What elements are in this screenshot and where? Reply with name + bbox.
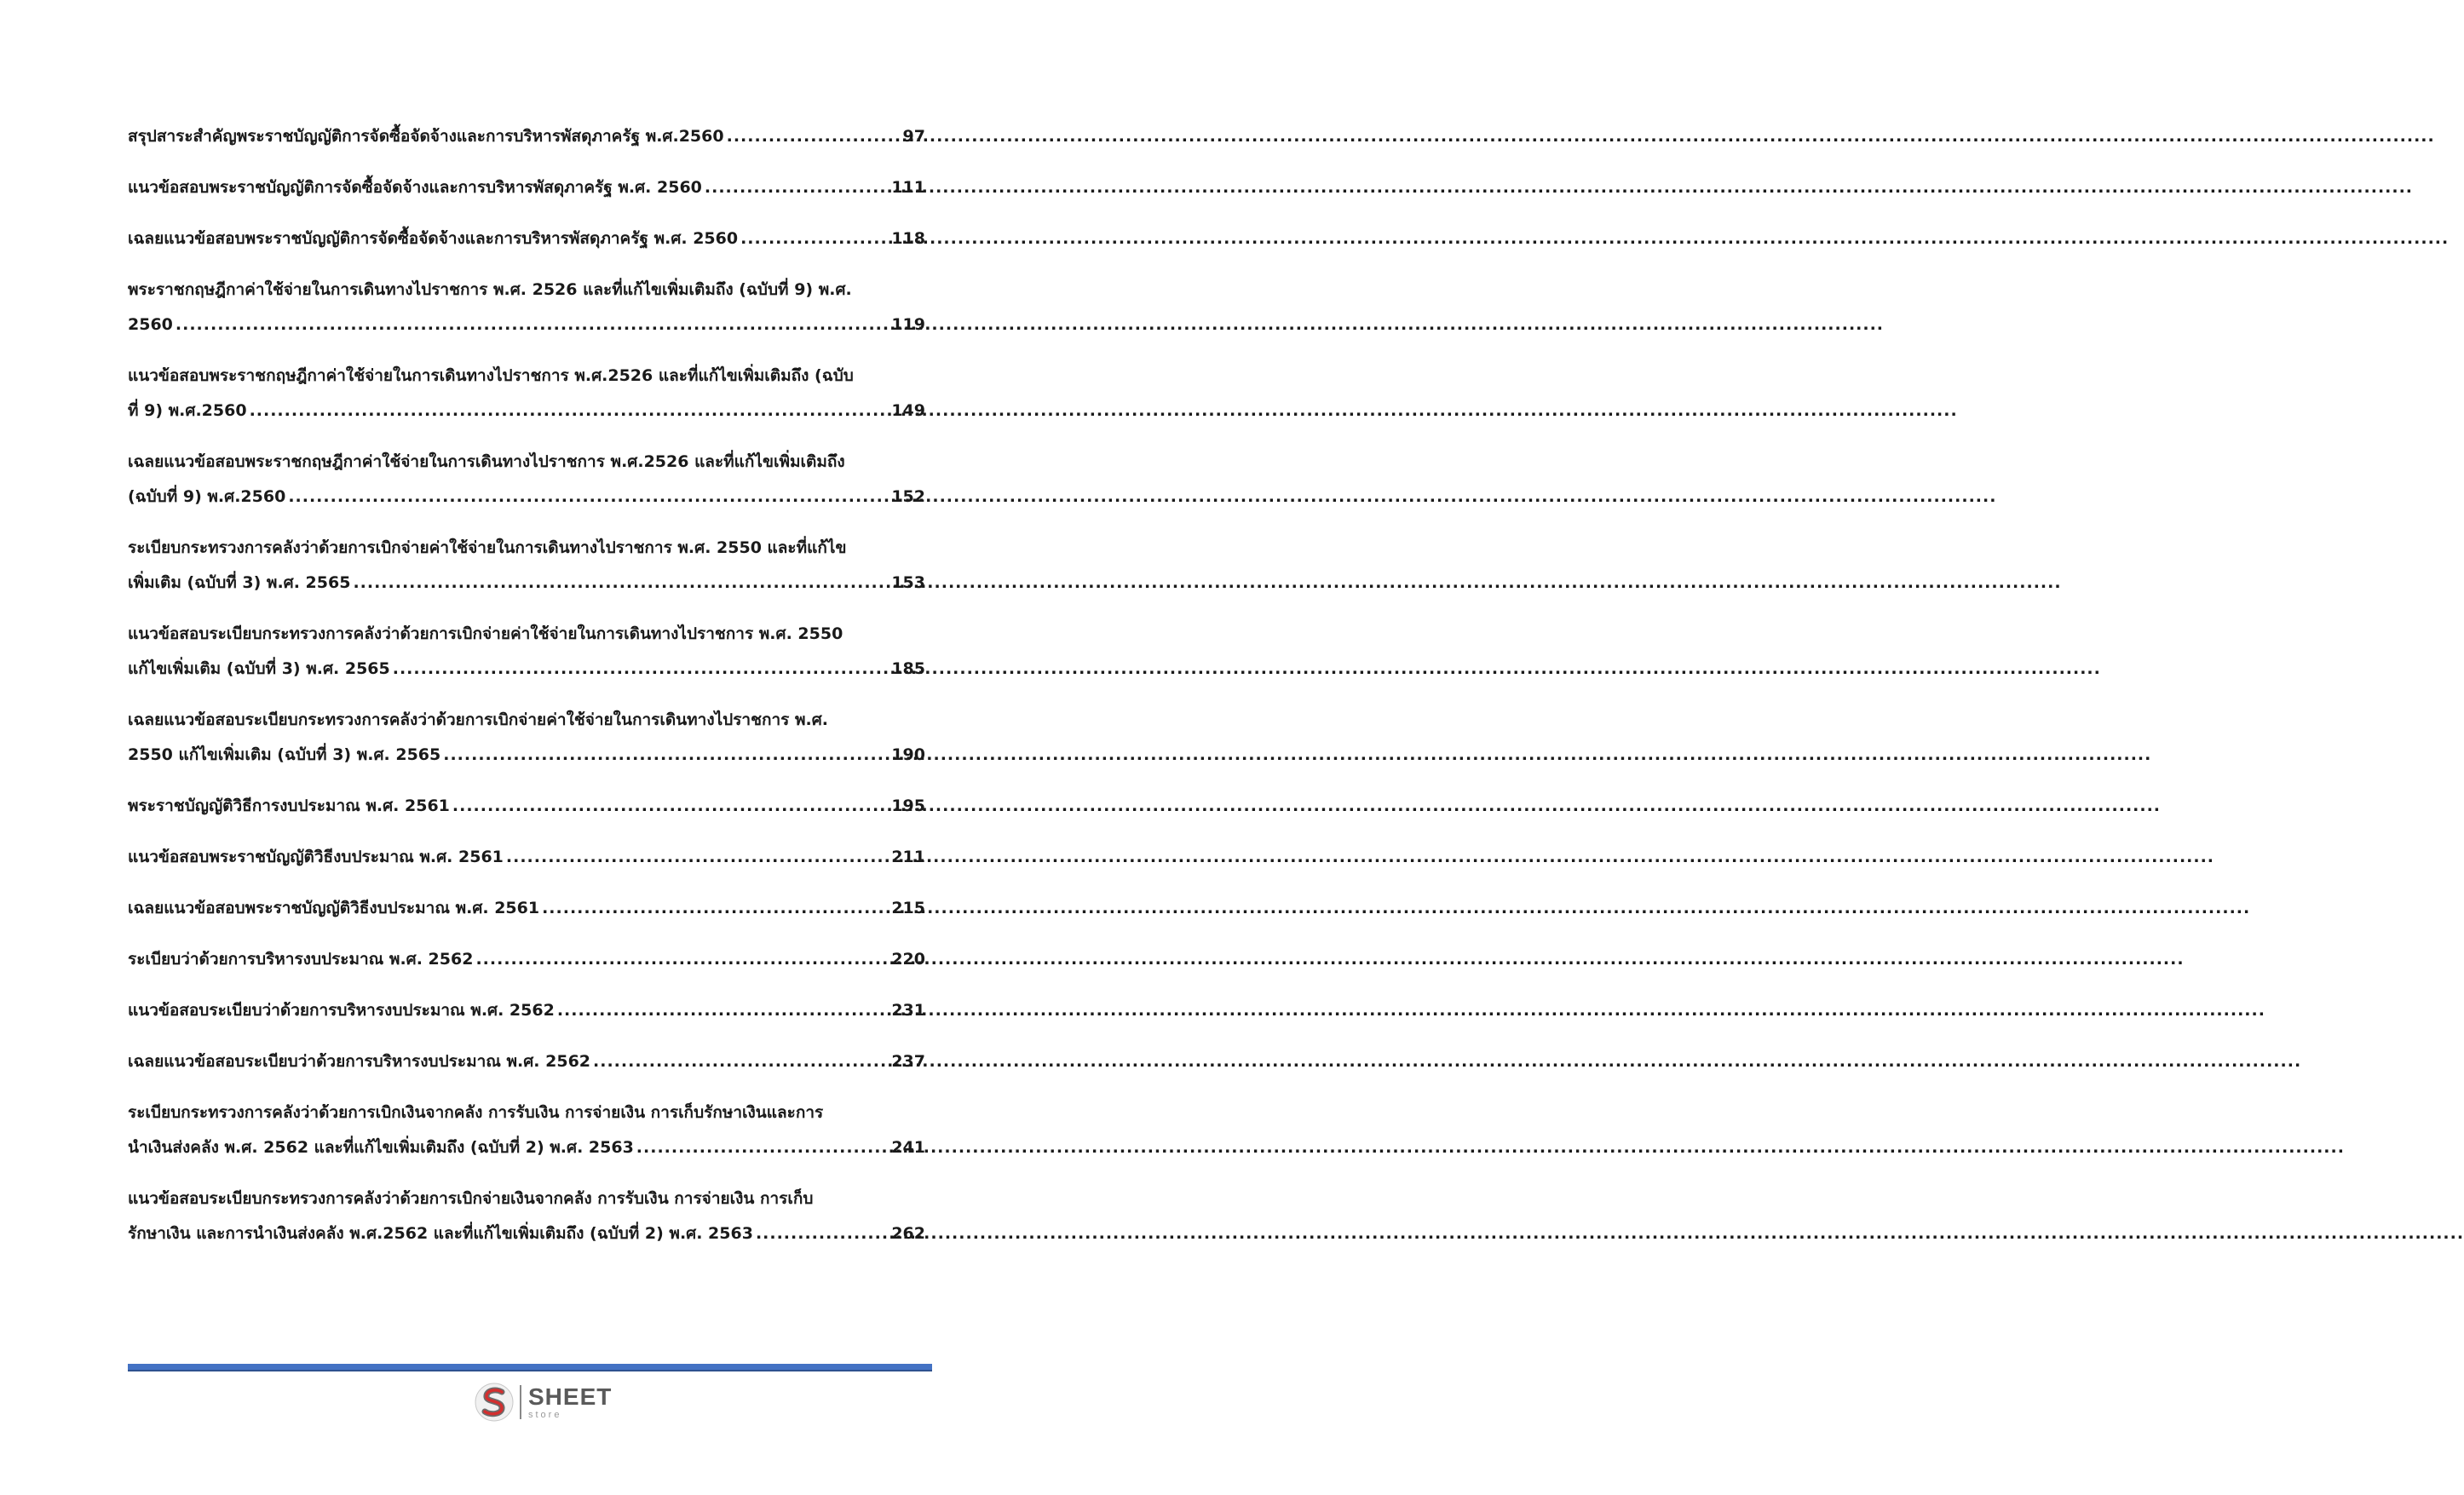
- toc-entry[interactable]: [128, 273, 925, 342]
- footer-rule: [128, 1364, 932, 1371]
- toc-entry-page-number: 153: [891, 573, 925, 592]
- dot-leader: [593, 1044, 889, 1079]
- toc-entry[interactable]: [128, 1095, 925, 1165]
- toc-entry-title: แนวข้อสอบพระราชบัญญัติการจัดซื้อจัดจ้างและการบริหารพัสดุภาครัฐ พ.ศ. 2560: [128, 178, 702, 197]
- logo-divider: [520, 1385, 521, 1419]
- toc-entry[interactable]: [128, 221, 925, 256]
- toc-entry-title-line: แนวข้อสอบระเบียบกระทรวงการคลังว่าด้วยการเบิกจ่ายค่าใช้จ่ายในการเดินทางไปราชการ พ.ศ. 2550: [128, 624, 843, 643]
- dot-leader: [506, 840, 889, 875]
- toc-entry-title: สรุปสาระสำคัญพระราชบัญญัติการจัดซื้อจัดจ้างและการบริหารพัสดุภาครัฐ พ.ศ.2560: [128, 127, 724, 146]
- toc-entry[interactable]: [128, 531, 925, 601]
- dot-leader: [756, 1216, 889, 1251]
- toc-entry-page-number: 118: [891, 229, 925, 248]
- toc-entry-last-line: [128, 1216, 925, 1251]
- toc-entry-title: พระราชบัญญัติวิธีการงบประมาณ พ.ศ. 2561: [128, 796, 450, 815]
- toc-entry[interactable]: [128, 891, 925, 926]
- dot-leader: [176, 308, 889, 342]
- dot-leader: [727, 119, 901, 154]
- dot-leader: [740, 221, 889, 256]
- dot-leader: [452, 789, 889, 824]
- toc-entry-title: (ฉบับที่ 9) พ.ศ.2560: [128, 487, 286, 506]
- toc-entry[interactable]: [128, 840, 925, 875]
- toc-entry-title: 2560: [128, 315, 173, 334]
- toc-entry-last-line: [128, 789, 925, 824]
- toc-entry-page-number: 111: [891, 178, 925, 197]
- toc-entry[interactable]: [128, 993, 925, 1028]
- toc-entry-page-number: 211: [891, 848, 925, 866]
- toc-entry-title: ระเบียบว่าด้วยการบริหารงบประมาณ พ.ศ. 2562: [128, 950, 474, 969]
- toc-entry-last-line: [128, 308, 925, 342]
- toc-entry[interactable]: [128, 617, 925, 687]
- toc-entry-title-line: ระเบียบกระทรวงการคลังว่าด้วยการเบิกจ่ายค่าใช้จ่ายในการเดินทางไปราชการ พ.ศ. 2550 และที่แก้ไข: [128, 538, 847, 557]
- dot-leader: [250, 394, 889, 428]
- toc-entry-title: รักษาเงิน และการนำเงินส่งคลัง พ.ศ.2562 และที่แก้ไขเพิ่มเติมถึง (ฉบับที่ 2) พ.ศ. 2563: [128, 1224, 753, 1243]
- toc-entry-last-line: [128, 480, 925, 515]
- toc-entry-title: แนวข้อสอบระเบียบว่าด้วยการบริหารงบประมาณ พ.ศ. 2562: [128, 1001, 555, 1020]
- toc-entry-page-number: 215: [891, 899, 925, 917]
- toc-entry-page-number: 220: [891, 950, 925, 969]
- toc-entry-page-number: 152: [891, 487, 925, 506]
- dot-leader: [542, 891, 889, 926]
- toc-entry-page-number: 97: [902, 127, 925, 146]
- toc-entry[interactable]: [128, 119, 925, 154]
- sheet-store-logo: [474, 1378, 612, 1426]
- sheet-store-logo-icon: [474, 1382, 515, 1423]
- toc-entry-last-line: [128, 891, 925, 926]
- toc-entry-last-line: [128, 394, 925, 428]
- toc-entry[interactable]: [128, 445, 925, 515]
- toc-entry-page-number: 237: [891, 1052, 925, 1071]
- toc-entry-title: นำเงินส่งคลัง พ.ศ. 2562 และที่แก้ไขเพิ่มเติมถึง (ฉบับที่ 2) พ.ศ. 2563: [128, 1138, 634, 1157]
- logo-sub: store: [528, 1409, 562, 1420]
- toc-entry-last-line: [128, 221, 925, 256]
- dot-leader: [353, 566, 889, 601]
- toc-entry-page-number: 190: [891, 745, 925, 764]
- toc-entry-title: 2550 แก้ไขเพิ่มเติม (ฉบับที่ 3) พ.ศ. 2565: [128, 745, 441, 764]
- toc-entry[interactable]: [128, 703, 925, 773]
- toc-entry[interactable]: [128, 1182, 925, 1251]
- toc-entry-title-line: เฉลยแนวข้อสอบระเบียบกระทรวงการคลังว่าด้วยการเบิกจ่ายค่าใช้จ่ายในการเดินทางไปราชการ พ.ศ.: [128, 710, 829, 729]
- dot-leader: [443, 738, 889, 773]
- toc-entry-title-line: พระราชกฤษฎีกาค่าใช้จ่ายในการเดินทางไปราชการ พ.ศ. 2526 และที่แก้ไขเพิ่มเติมถึง (ฉบับที่ 9) พ.ศ.: [128, 280, 852, 299]
- table-of-contents: [128, 119, 925, 1268]
- toc-entry[interactable]: [128, 359, 925, 428]
- dot-leader: [636, 1130, 889, 1165]
- toc-entry-last-line: [128, 566, 925, 601]
- logo-word: SHEET: [528, 1383, 613, 1410]
- dot-leader: [557, 993, 889, 1028]
- toc-entry-title: เพิ่มเติม (ฉบับที่ 3) พ.ศ. 2565: [128, 573, 351, 592]
- toc-entry[interactable]: [128, 942, 925, 977]
- dot-leader: [288, 480, 889, 515]
- toc-entry-title: เฉลยแนวข้อสอบพระราชบัญญัติการจัดซื้อจัดจ้างและการบริหารพัสดุภาครัฐ พ.ศ. 2560: [128, 229, 739, 248]
- toc-entry-title: แนวข้อสอบพระราชบัญญัติวิธีงบประมาณ พ.ศ. 2561: [128, 848, 504, 866]
- toc-entry-last-line: [128, 1044, 925, 1079]
- toc-entry-title: ที่ 9) พ.ศ.2560: [128, 401, 247, 420]
- toc-entry-page-number: 119: [891, 315, 925, 334]
- toc-entry[interactable]: [128, 789, 925, 824]
- toc-entry-title: เฉลยแนวข้อสอบพระราชบัญญัติวิธีงบประมาณ พ.ศ. 2561: [128, 899, 540, 917]
- toc-entry-page-number: 185: [891, 659, 925, 678]
- toc-entry-last-line: [128, 119, 925, 154]
- toc-entry-title-line: ระเบียบกระทรวงการคลังว่าด้วยการเบิกเงินจากคลัง การรับเงิน การจ่ายเงิน การเก็บรักษาเงินและการ: [128, 1103, 824, 1122]
- toc-entry-last-line: [128, 170, 925, 205]
- logo-wordmark: [528, 1385, 612, 1420]
- toc-entry-title-line: เฉลยแนวข้อสอบพระราชกฤษฎีกาค่าใช้จ่ายในการเดินทางไปราชการ พ.ศ.2526 และที่แก้ไขเพิ่มเติมถึง: [128, 452, 845, 471]
- toc-entry-title: เฉลยแนวข้อสอบระเบียบว่าด้วยการบริหารงบประมาณ พ.ศ. 2562: [128, 1052, 591, 1071]
- dot-leader: [705, 170, 889, 205]
- toc-entry-last-line: [128, 738, 925, 773]
- toc-entry-last-line: [128, 652, 925, 687]
- toc-entry-title-line: แนวข้อสอบพระราชกฤษฎีกาค่าใช้จ่ายในการเดินทางไปราชการ พ.ศ.2526 และที่แก้ไขเพิ่มเติมถึง (ฉบับ: [128, 366, 854, 385]
- toc-entry-last-line: [128, 942, 925, 977]
- toc-entry-last-line: [128, 840, 925, 875]
- dot-leader: [393, 652, 889, 687]
- dot-leader: [475, 942, 889, 977]
- toc-entry-page-number: 262: [891, 1224, 925, 1243]
- toc-entry-title-line: แนวข้อสอบระเบียบกระทรวงการคลังว่าด้วยการเบิกจ่ายเงินจากคลัง การรับเงิน การจ่ายเงิน การเก็บ: [128, 1189, 814, 1208]
- toc-entry[interactable]: [128, 1044, 925, 1079]
- toc-entry-page-number: 149: [891, 401, 925, 420]
- toc-entry-last-line: [128, 1130, 925, 1165]
- toc-entry-page-number: 231: [891, 1001, 925, 1020]
- toc-entry-last-line: [128, 993, 925, 1028]
- toc-entry-title: แก้ไขเพิ่มเติม (ฉบับที่ 3) พ.ศ. 2565: [128, 659, 390, 678]
- toc-entry[interactable]: [128, 170, 925, 205]
- toc-entry-page-number: 241: [891, 1138, 925, 1157]
- toc-entry-page-number: 195: [891, 796, 925, 815]
